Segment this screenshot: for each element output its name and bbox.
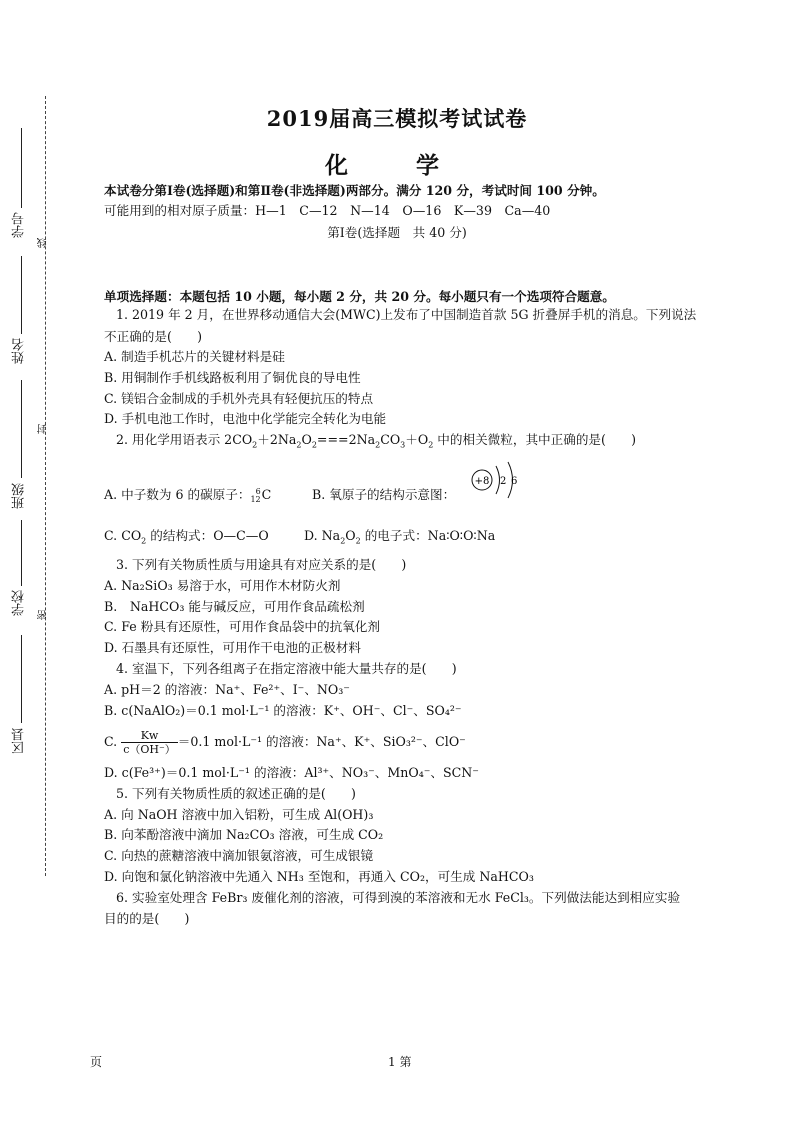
q4-option-d: D. c(Fe³⁺)＝0.1 mol·L⁻¹ 的溶液：Al³⁺、NO₃⁻、MnO₄⁻、SCN⁻ xyxy=(104,765,479,780)
q1-stem-line1: 1. 2019 年 2 月，在世界移动通信大会(MWC)上发布了中国制造首款 5G 折叠屏手机的消息。下列说法 xyxy=(116,307,697,322)
class-label: 班级 xyxy=(12,483,27,509)
oxygen-atom-structure-diagram xyxy=(470,460,530,500)
footer-left: 页 xyxy=(90,1055,103,1069)
q2-option-d: D. $Na_2O_2$ 的电子式：Na∶O∶O∶Na xyxy=(304,528,496,546)
q3-option-b: B. NaHCO₃ 能与碱反应，可用作食品疏松剂 xyxy=(104,599,365,614)
section-title: 第Ⅰ卷(选择题 共 40 分) xyxy=(327,225,467,240)
atom-nucleus-label: +8 xyxy=(474,476,490,487)
q5-option-d: D. 向饱和氯化钠溶液中先通入 NH₃ 至饱和，再通入 CO₂，可生成 NaHCO₃ xyxy=(104,869,534,884)
seal-mark-sealed: 密 xyxy=(38,610,49,620)
q4-stem: 4. 室温下，下列各组离子在指定溶液中能大量共存的是( ) xyxy=(116,661,457,676)
binding-dashed-line xyxy=(45,96,46,876)
q1-stem-line2: 不正确的是( ) xyxy=(104,329,202,344)
q2-stem: 2. 用化学用语表示 $2CO_2+2Na_2O_2===2Na_2CO_3+O_2$ 中的相关微粒，其中正确的是( ) xyxy=(116,432,637,450)
q2-option-b: B. 氧原子的结构示意图： xyxy=(312,487,456,502)
q5-option-b: B. 向苯酚溶液中滴加 Na₂CO₃ 溶液，可生成 CO₂ xyxy=(104,827,384,842)
q2-option-a: A. 中子数为 6 的碳原子： 6 12 C xyxy=(104,486,272,504)
kw-fraction: $\frac{Kw}{c(OH^-)}$ xyxy=(123,729,176,756)
q5-option-c: C. 向热的蔗糖溶液中滴加银氨溶液，可生成银镜 xyxy=(104,848,374,863)
name-underline xyxy=(21,256,22,334)
exam-title: 2019届高三模拟考试试卷 xyxy=(266,106,528,131)
name-label: 姓名 xyxy=(12,338,27,364)
q3-stem: 3. 下列有关物质性质与用途具有对应关系的是( ) xyxy=(116,557,407,572)
student-id-label: 学号 xyxy=(12,212,27,238)
peroxide-electron-formula: ∶O∶O∶ xyxy=(446,528,477,543)
q3-option-d: D. 石墨具有还原性，可用作干电池的正极材料 xyxy=(104,640,361,655)
atom-shell1-label: 2 xyxy=(500,476,507,487)
school-label: 学校 xyxy=(12,590,27,616)
q4-option-c: C. $\frac{Kw}{c(OH^-)}$ ＝0.1 mol·L⁻¹ 的溶液：Na⁺、K⁺、SiO₃²⁻、ClO⁻ xyxy=(104,729,466,756)
q1-option-b: B. 用铜制作手机线路板利用了铜优良的导电性 xyxy=(104,370,361,385)
q1-option-c: C. 镁铝合金制成的手机外壳具有轻便抗压的特点 xyxy=(104,391,374,406)
q6-stem-line1: 6. 实验室处理含 FeBr₃ 废催化剂的溶液，可得到溴的苯溶液和无水 FeCl₃。下列做法能达到相应实验 xyxy=(116,890,681,905)
district-underline xyxy=(21,635,22,723)
q1-option-a: A. 制造手机芯片的关键材料是硅 xyxy=(104,349,285,364)
school-underline xyxy=(21,520,22,586)
q3-option-a: A. Na₂SiO₃ 易溶于水，可用作木材防火剂 xyxy=(104,578,341,593)
q6-stem-line2: 目的的是( ) xyxy=(104,911,190,926)
q4-option-b: B. c(NaAlO₂)＝0.1 mol·L⁻¹ 的溶液：K⁺、OH⁻、Cl⁻、SO₄²⁻ xyxy=(104,703,462,718)
q3-option-c: C. Fe 粉具有还原性，可用作食品袋中的抗氧化剂 xyxy=(104,619,380,634)
page-number: 1 第 xyxy=(388,1055,412,1069)
seal-mark-seal: 封 xyxy=(38,424,49,434)
atom-shell2-label: 6 xyxy=(511,476,518,487)
q1-option-d: D. 手机电池工作时，电池中化学能完全转化为电能 xyxy=(104,411,387,426)
subject-title: 化 学 xyxy=(324,152,469,179)
seal-mark-line: 线 xyxy=(38,238,49,248)
intro-line-2: 可能用到的相对原子质量：H—1 C—12 N—14 O—16 K—39 Ca—40 xyxy=(104,203,551,218)
q4-option-a: A. pH＝2 的溶液：Na⁺、Fe²⁺、I⁻、NO₃⁻ xyxy=(104,682,350,697)
q5-option-a: A. 向 NaOH 溶液中加入铝粉，可生成 Al(OH)₃ xyxy=(104,807,374,822)
intro-line-1: 本试卷分第Ⅰ卷(选择题)和第Ⅱ卷(非选择题)两部分。满分 120 分，考试时间 100 分钟。 xyxy=(104,183,605,198)
class-underline xyxy=(21,380,22,478)
instructions: 单项选择题：本题包括 10 小题，每小题 2 分，共 20 分。每小题只有一个选项符合题意。 xyxy=(104,289,615,304)
q5-stem: 5. 下列有关物质性质的叙述正确的是( ) xyxy=(116,786,356,801)
q2-option-c: C. $CO_2$ 的结构式：O—C—O xyxy=(104,528,269,546)
district-label: 区县 xyxy=(12,728,27,754)
